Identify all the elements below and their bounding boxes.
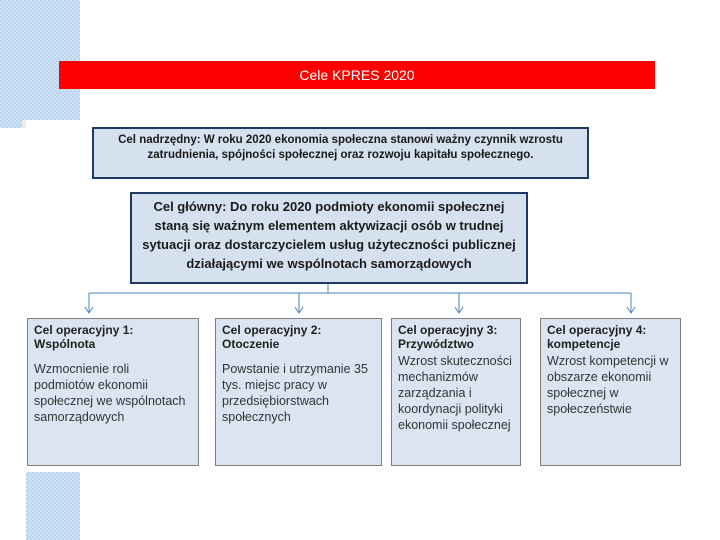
operational-goal-4-title: Cel operacyjny 4: kompetencje: [547, 323, 647, 351]
operational-goal-1-description: Wzmocnienie roli podmiotów ekonomii społecznej we wspólnotach samorządowych: [34, 362, 186, 424]
operational-goal-2-description: Powstanie i utrzymanie 35 tys. miejsc pracy w przedsiębiorstwach społecznych: [222, 362, 368, 424]
operational-goal-3-description: Wzrost skuteczności mechanizmów zarządzania i koordynacji polityki ekonomii społecznej: [398, 354, 512, 432]
decorative-side-mask: [0, 128, 26, 540]
operational-goal-4-description: Wzrost kompetencji w obszarze ekonomii społecznej w społeczeństwie: [547, 354, 669, 416]
operational-goal-3-title: Cel operacyjny 3: Przywództwo: [398, 323, 498, 351]
slide-title: Cele KPRES 2020: [59, 61, 655, 89]
operational-goal-1-title: Cel operacyjny 1: Wspólnota: [34, 323, 134, 351]
top-goal-box: Cel nadrzędny: W roku 2020 ekonomia społeczna stanowi ważny czynnik wzrostu zatrudnienia, spójności społecznej oraz rozwoju kapitału społecznego.: [92, 127, 589, 179]
operational-goal-2-title: Cel operacyjny 2: Otoczenie: [222, 323, 322, 351]
operational-goal-1-box: [27, 318, 199, 466]
operational-goal-2-box: [215, 318, 382, 466]
main-goal-box: Cel główny: Do roku 2020 podmioty ekonomii społecznej staną się ważnym elementem aktywizacji osób w trudnej sytuacji oraz dostarczycielem usług użyteczności publicznej działającymi we wspólnotach samorządowych: [130, 192, 528, 284]
operational-goal-4-box: [540, 318, 681, 466]
operational-goal-3-box: [391, 318, 521, 466]
